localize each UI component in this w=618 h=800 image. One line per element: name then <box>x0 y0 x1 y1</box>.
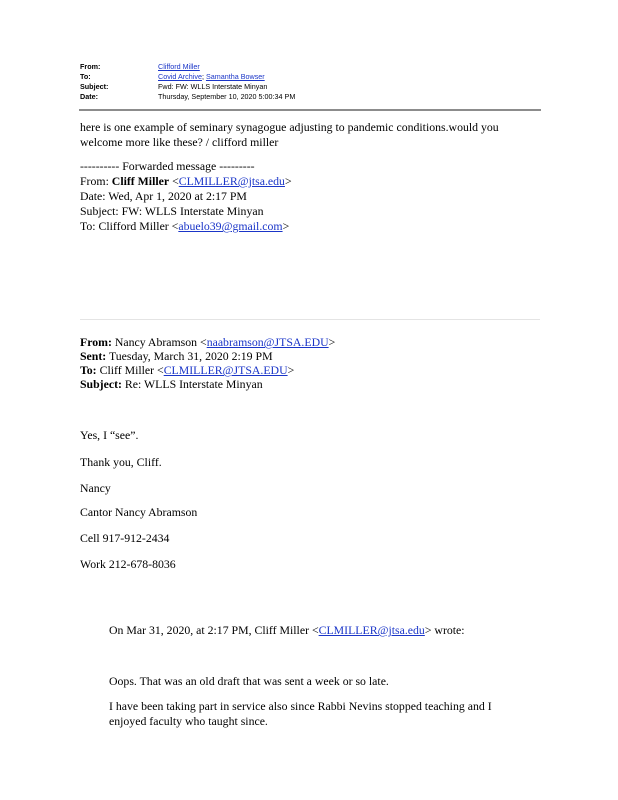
header-date-label: Date: <box>80 92 98 101</box>
header-from-row <box>80 62 295 72</box>
header-date-value: Thursday, September 10, 2020 5:00:34 PM <box>158 92 296 101</box>
forward-to-prefix: To: Clifford Miller < <box>80 219 179 233</box>
header-subject-value: Fwd: FW: WLLS Interstate Minyan <box>158 82 268 91</box>
reply-sent-line <box>80 349 273 364</box>
header-to-row <box>80 72 295 82</box>
reply-to-line <box>80 363 294 378</box>
signature-name: Cantor Nancy Abramson <box>80 505 198 519</box>
forward-date-line: Date: Wed, Apr 1, 2020 at 2:17 PM <box>80 189 247 203</box>
quote-intro-email-link[interactable]: CLMILLER@jtsa.edu <box>318 623 425 637</box>
quote-paragraph-2-line-2: enjoyed faculty who taught since. <box>109 714 268 728</box>
reply-subject-value: Re: WLLS Interstate Minyan <box>121 377 263 391</box>
forward-from-line <box>80 174 292 189</box>
forward-separator: ---------- Forwarded message --------- <box>80 159 255 173</box>
header-subject-row <box>80 82 295 92</box>
email-header <box>80 62 295 102</box>
reply-from-suffix: > <box>328 335 336 349</box>
reply-to-email-link[interactable]: CLMILLER@JTSA.EDU <box>163 363 288 377</box>
header-divider <box>79 109 541 111</box>
reply-to-suffix: > <box>287 363 295 377</box>
reply-divider <box>80 319 540 320</box>
reply-from-name: Nancy Abramson < <box>111 335 207 349</box>
reply-subject-line <box>80 377 263 392</box>
forward-subject-line: Subject: FW: WLLS Interstate Minyan <box>80 204 264 218</box>
intro-line-2: welcome more like these? / clifford miller <box>80 135 279 149</box>
reply-sent-label: Sent: <box>80 349 107 363</box>
header-to-link-2[interactable]: Samantha Bowser <box>205 72 265 81</box>
forward-from-name: Cliff Miller <box>111 174 170 188</box>
header-subject-label: Subject: <box>80 82 109 91</box>
forward-to-suffix: > <box>282 219 290 233</box>
header-to-label: To: <box>80 72 91 81</box>
forward-from-prefix: From: <box>80 174 112 188</box>
reply-sent-value: Tuesday, March 31, 2020 2:19 PM <box>106 349 273 363</box>
forward-to-email-link[interactable]: abuelo39@gmail.com <box>178 219 283 233</box>
forward-from-lt: < <box>169 174 179 188</box>
header-to-separator: ; <box>201 72 206 81</box>
reply-from-label: From: <box>80 335 112 349</box>
signature-cell: Cell 917-912-2434 <box>80 531 170 545</box>
intro-line-1: here is one example of seminary synagogue adjusting to pandemic conditions.would you <box>80 120 499 134</box>
header-date-row <box>80 92 295 102</box>
quote-intro-suffix: > wrote: <box>424 623 465 637</box>
quote-paragraph-1: Oops. That was an old draft that was sent a week or so late. <box>109 674 389 688</box>
forward-to-line <box>80 219 289 234</box>
body-paragraph-1: Yes, I “see”. <box>80 428 139 442</box>
reply-from-email-link[interactable]: naabramson@JTSA.EDU <box>206 335 329 349</box>
reply-to-label: To: <box>80 363 97 377</box>
forward-from-email-link[interactable]: CLMILLER@jtsa.edu <box>178 174 285 188</box>
quote-intro-line <box>109 623 465 638</box>
header-from-link[interactable]: Clifford Miller <box>158 62 200 71</box>
quote-paragraph-2-line-1: I have been taking part in service also since Rabbi Nevins stopped teaching and I <box>109 699 492 713</box>
reply-subject-label: Subject: <box>80 377 122 391</box>
header-from-label: From: <box>80 62 101 71</box>
body-paragraph-2: Thank you, Cliff. <box>80 455 162 469</box>
body-paragraph-3: Nancy <box>80 481 111 495</box>
quote-intro-prefix: On Mar 31, 2020, at 2:17 PM, Cliff Miller < <box>109 623 319 637</box>
signature-work: Work 212-678-8036 <box>80 557 176 571</box>
reply-from-line <box>80 335 335 350</box>
reply-to-name: Cliff Miller < <box>96 363 164 377</box>
forward-from-gt: > <box>284 174 292 188</box>
header-to-link-1[interactable]: Covid Archive <box>158 72 202 81</box>
